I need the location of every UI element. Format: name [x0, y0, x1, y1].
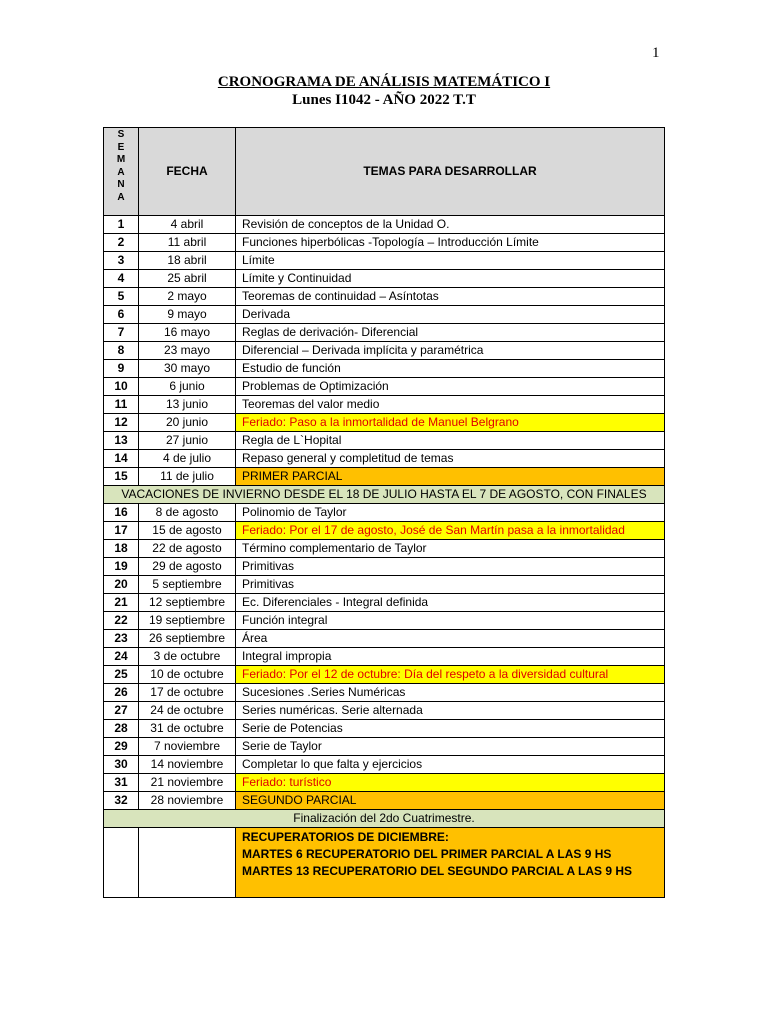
topic: Término complementario de Taylor	[236, 540, 665, 558]
semana-letter: N	[117, 179, 125, 190]
schedule-body	[104, 216, 665, 898]
date: 29 de agosto	[139, 558, 236, 576]
table-row	[104, 324, 665, 342]
date: 12 septiembre	[139, 594, 236, 612]
week-number: 26	[104, 684, 139, 702]
exam-row	[104, 792, 665, 810]
topic: Integral impropia	[236, 648, 665, 666]
date: 21 noviembre	[139, 774, 236, 792]
topic: Diferencial – Derivada implícita y paramétrica	[236, 342, 665, 360]
date: 20 junio	[139, 414, 236, 432]
topic: Feriado: Por el 17 de agosto, José de San Martín pasa a la inmortalidad	[236, 522, 665, 540]
topic: PRIMER PARCIAL	[236, 468, 665, 486]
topic: Feriado: turístico	[236, 774, 665, 792]
header-fecha: FECHA	[139, 128, 236, 216]
week-number: 25	[104, 666, 139, 684]
table-row	[104, 738, 665, 756]
week-number: 16	[104, 504, 139, 522]
table-row	[104, 504, 665, 522]
topic: Completar lo que falta y ejercicios	[236, 756, 665, 774]
section-band-row	[104, 486, 665, 504]
title-line-2: Lunes I1042 - AÑO 2022 T.T	[292, 92, 476, 108]
week-number: 13	[104, 432, 139, 450]
topic: SEGUNDO PARCIAL	[236, 792, 665, 810]
holiday-row	[104, 666, 665, 684]
table-row	[104, 558, 665, 576]
week-number: 29	[104, 738, 139, 756]
week-number: 23	[104, 630, 139, 648]
recuperatorio-line: MARTES 6 RECUPERATORIO DEL PRIMER PARCIAL A LAS 9 HS	[242, 847, 612, 861]
schedule-table	[103, 127, 665, 898]
week-number: 9	[104, 360, 139, 378]
table-row	[104, 252, 665, 270]
week-number: 6	[104, 306, 139, 324]
week-number: 31	[104, 774, 139, 792]
empty-cell	[104, 828, 139, 898]
topic: Reglas de derivación- Diferencial	[236, 324, 665, 342]
week-number: 17	[104, 522, 139, 540]
week-number: 15	[104, 468, 139, 486]
date: 3 de octubre	[139, 648, 236, 666]
date: 22 de agosto	[139, 540, 236, 558]
week-number: 4	[104, 270, 139, 288]
topic: Funciones hiperbólicas -Topología – Introducción Límite	[236, 234, 665, 252]
week-number: 8	[104, 342, 139, 360]
date: 19 septiembre	[139, 612, 236, 630]
table-row	[104, 270, 665, 288]
topic: Ec. Diferenciales - Integral definida	[236, 594, 665, 612]
topic: Derivada	[236, 306, 665, 324]
table-row	[104, 432, 665, 450]
date: 28 noviembre	[139, 792, 236, 810]
table-row	[104, 360, 665, 378]
table-row	[104, 594, 665, 612]
date: 4 abril	[139, 216, 236, 234]
table-row	[104, 288, 665, 306]
table-row	[104, 576, 665, 594]
semana-letter: A	[117, 166, 125, 178]
semana-letter: M	[116, 154, 126, 165]
page-number: 1	[652, 45, 660, 61]
table-row	[104, 216, 665, 234]
week-number: 11	[104, 396, 139, 414]
topic: Sucesiones .Series Numéricas	[236, 684, 665, 702]
header-row	[104, 128, 665, 216]
header-semana	[104, 128, 139, 216]
week-number: 21	[104, 594, 139, 612]
table-row	[104, 306, 665, 324]
topic: Repaso general y completitud de temas	[236, 450, 665, 468]
week-number: 27	[104, 702, 139, 720]
section-band-row	[104, 810, 665, 828]
holiday-row	[104, 414, 665, 432]
topic: Revisión de conceptos de la Unidad O.	[236, 216, 665, 234]
recuperatorio-line: MARTES 13 RECUPERATORIO DEL SEGUNDO PARCIAL A LAS 9 HS	[242, 864, 633, 878]
week-number: 2	[104, 234, 139, 252]
week-number: 30	[104, 756, 139, 774]
date: 14 noviembre	[139, 756, 236, 774]
week-number: 7	[104, 324, 139, 342]
topic: Función integral	[236, 612, 665, 630]
topic: Límite y Continuidad	[236, 270, 665, 288]
table-row	[104, 702, 665, 720]
table-row	[104, 630, 665, 648]
topic: Primitivas	[236, 576, 665, 594]
recuperatorios-text	[236, 828, 665, 898]
week-number: 22	[104, 612, 139, 630]
date: 24 de octubre	[139, 702, 236, 720]
date: 9 mayo	[139, 306, 236, 324]
semana-letter: A	[117, 191, 125, 203]
date: 10 de octubre	[139, 666, 236, 684]
table-row	[104, 378, 665, 396]
section-band-text: VACACIONES DE INVIERNO DESDE EL 18 DE JULIO HASTA EL 7 DE AGOSTO, CON FINALES	[104, 486, 665, 504]
topic: Serie de Potencias	[236, 720, 665, 738]
holiday-row	[104, 774, 665, 792]
date: 26 septiembre	[139, 630, 236, 648]
week-number: 1	[104, 216, 139, 234]
table-row	[104, 342, 665, 360]
date: 23 mayo	[139, 342, 236, 360]
semana-letter: S	[117, 129, 125, 140]
table-row	[104, 684, 665, 702]
date: 5 septiembre	[139, 576, 236, 594]
date: 18 abril	[139, 252, 236, 270]
topic: Teoremas de continuidad – Asíntotas	[236, 288, 665, 306]
topic: Feriado: Por el 12 de octubre: Día del respeto a la diversidad cultural	[236, 666, 665, 684]
topic: Teoremas del valor medio	[236, 396, 665, 414]
table-row	[104, 396, 665, 414]
week-number: 28	[104, 720, 139, 738]
date: 16 mayo	[139, 324, 236, 342]
week-number: 14	[104, 450, 139, 468]
date: 31 de octubre	[139, 720, 236, 738]
week-number: 24	[104, 648, 139, 666]
date: 11 abril	[139, 234, 236, 252]
topic: Feriado: Paso a la inmortalidad de Manuel Belgrano	[236, 414, 665, 432]
table-row	[104, 612, 665, 630]
table-row	[104, 450, 665, 468]
topic: Serie de Taylor	[236, 738, 665, 756]
table-row	[104, 540, 665, 558]
semana-letter: E	[117, 141, 125, 153]
document-title	[0, 73, 768, 109]
date: 13 junio	[139, 396, 236, 414]
date: 15 de agosto	[139, 522, 236, 540]
date: 7 noviembre	[139, 738, 236, 756]
week-number: 12	[104, 414, 139, 432]
table-row	[104, 720, 665, 738]
exam-row	[104, 468, 665, 486]
date: 6 junio	[139, 378, 236, 396]
week-number: 10	[104, 378, 139, 396]
date: 17 de octubre	[139, 684, 236, 702]
table-row	[104, 234, 665, 252]
date: 2 mayo	[139, 288, 236, 306]
date: 27 junio	[139, 432, 236, 450]
topic: Primitivas	[236, 558, 665, 576]
topic: Series numéricas. Serie alternada	[236, 702, 665, 720]
empty-cell	[139, 828, 236, 898]
topic: Regla de L`Hopital	[236, 432, 665, 450]
topic: Estudio de función	[236, 360, 665, 378]
topic: Polinomio de Taylor	[236, 504, 665, 522]
date: 25 abril	[139, 270, 236, 288]
week-number: 20	[104, 576, 139, 594]
holiday-row	[104, 522, 665, 540]
date: 8 de agosto	[139, 504, 236, 522]
recuperatorios-row	[104, 828, 665, 898]
week-number: 3	[104, 252, 139, 270]
week-number: 18	[104, 540, 139, 558]
table-row	[104, 756, 665, 774]
date: 4 de julio	[139, 450, 236, 468]
date: 30 mayo	[139, 360, 236, 378]
table-row	[104, 648, 665, 666]
header-temas: TEMAS PARA DESARROLLAR	[236, 128, 665, 216]
week-number: 32	[104, 792, 139, 810]
recuperatorio-line: RECUPERATORIOS DE DICIEMBRE:	[242, 830, 449, 844]
section-band-text: Finalización del 2do Cuatrimestre.	[104, 810, 665, 828]
topic: Área	[236, 630, 665, 648]
topic: Problemas de Optimización	[236, 378, 665, 396]
week-number: 5	[104, 288, 139, 306]
topic: Límite	[236, 252, 665, 270]
date: 11 de julio	[139, 468, 236, 486]
title-line-1: CRONOGRAMA DE ANÁLISIS MATEMÁTICO I	[217, 74, 551, 90]
week-number: 19	[104, 558, 139, 576]
